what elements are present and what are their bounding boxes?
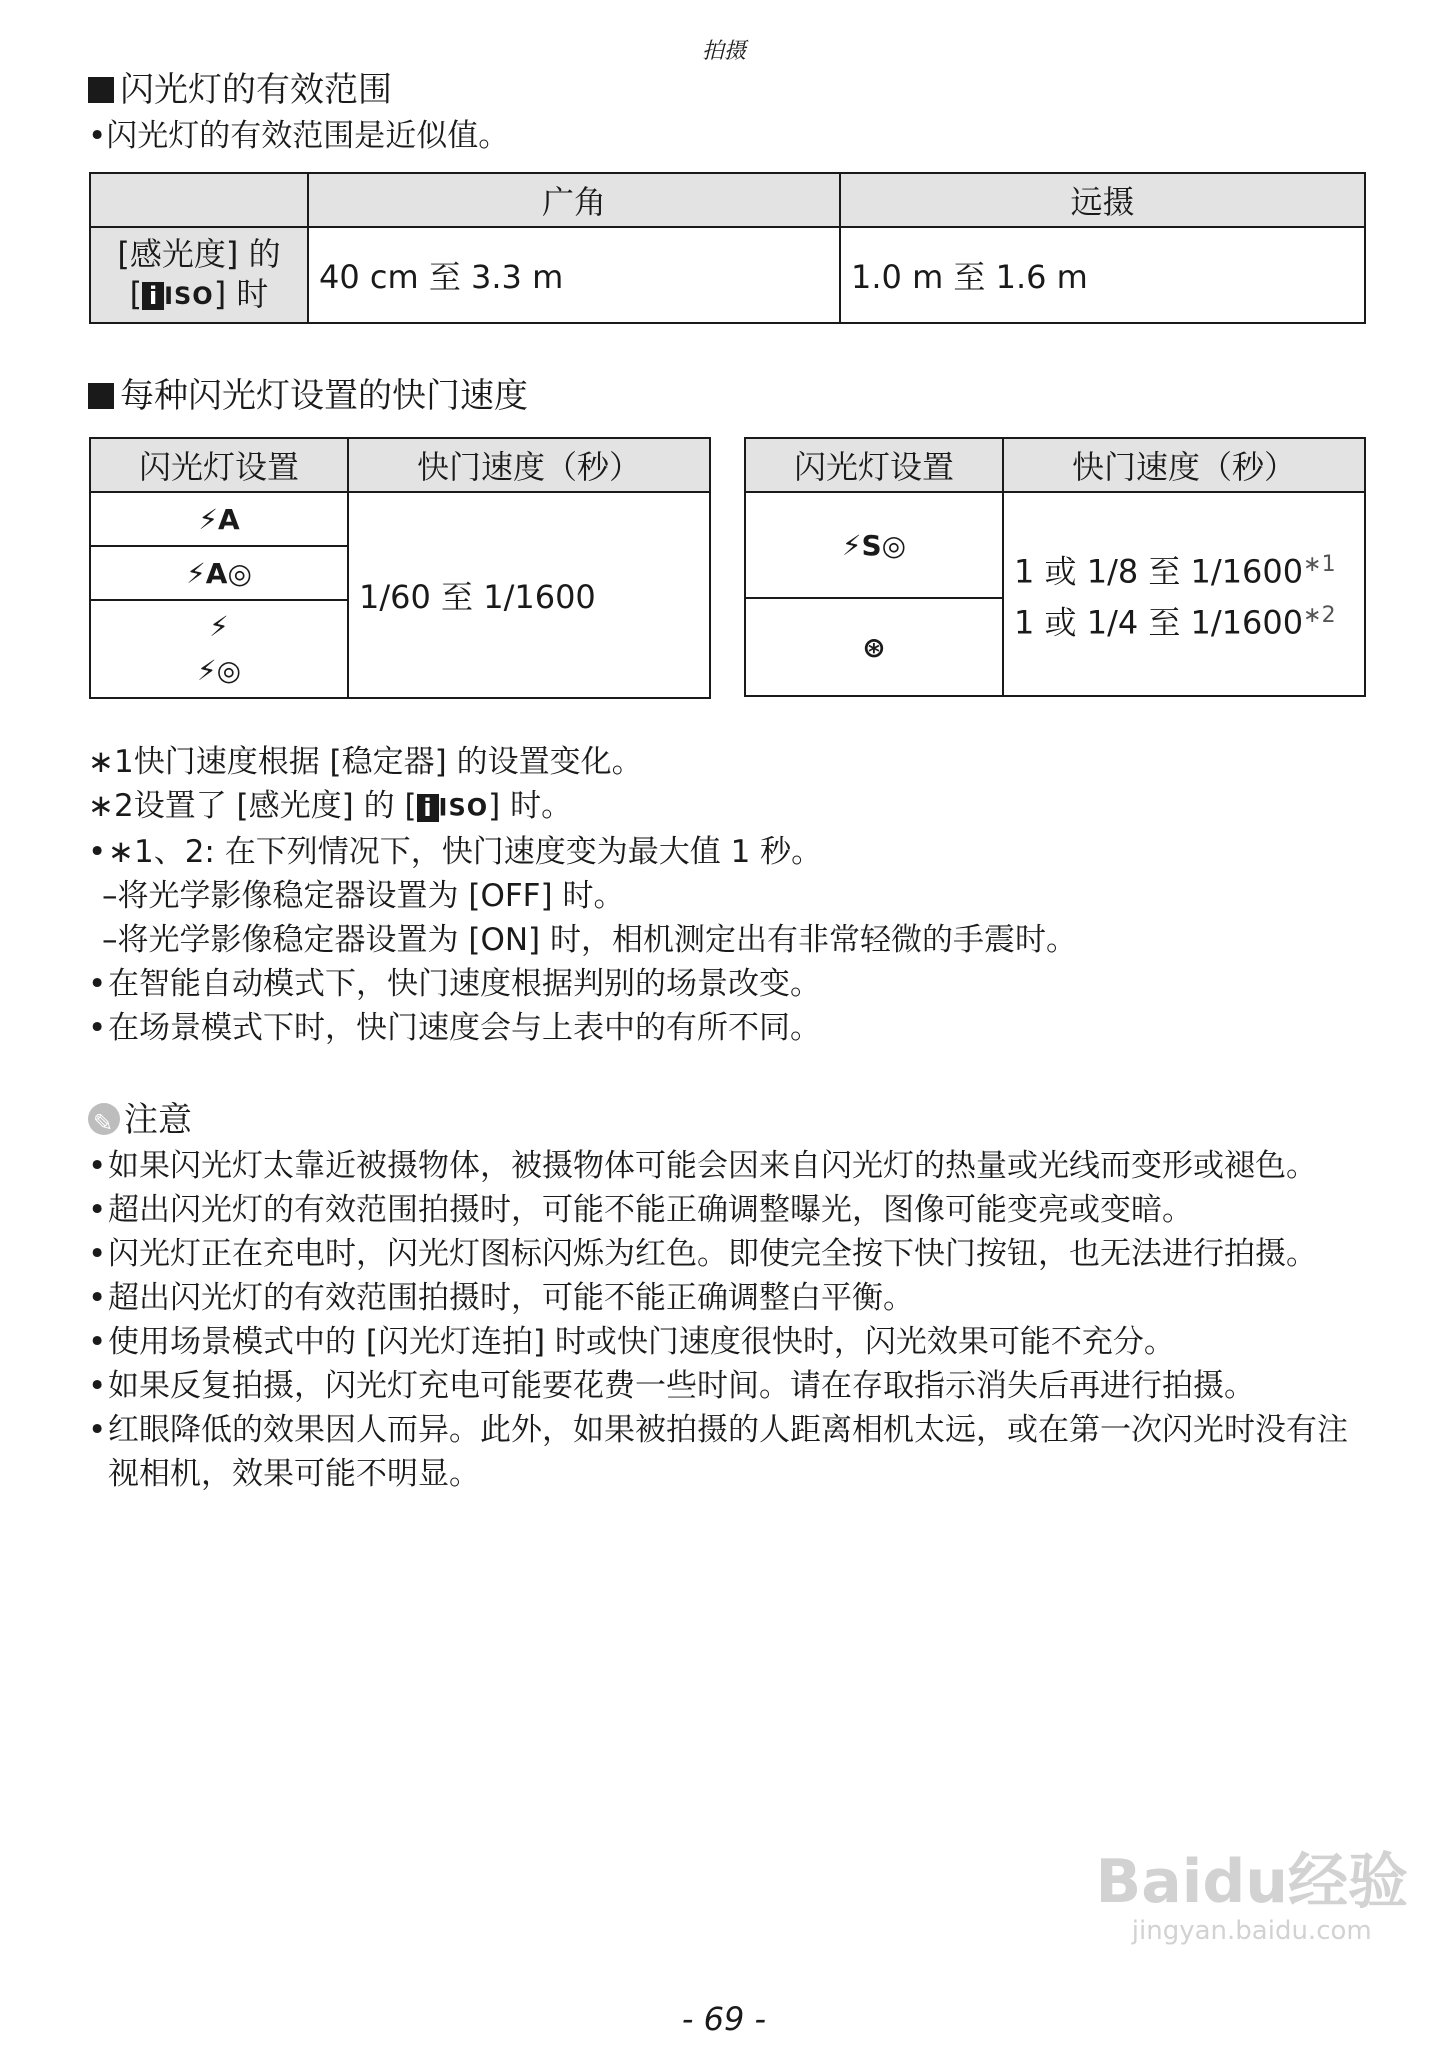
- col-speed-header: 快门速度（秒）: [348, 438, 710, 492]
- section1-title: 闪光灯的有效范围: [88, 68, 392, 112]
- intelligent-iso-icon: i: [417, 794, 439, 822]
- note-item: • 超出闪光灯的有效范围拍摄时，可能不能正确调整白平衡。: [88, 1276, 1368, 1320]
- intelligent-iso-icon: i: [142, 282, 164, 310]
- note-item: • 闪光灯正在充电时，闪光灯图标闪烁为红色。即使完全按下快门按钮，也无法进行拍摄。: [88, 1232, 1368, 1276]
- note-item: • 如果反复拍摄，闪光灯充电可能要花费一些时间。请在存取指示消失后再进行拍摄。: [88, 1364, 1368, 1408]
- shutter-speed-table-left: [89, 437, 711, 699]
- col-tele-header: 远摄: [840, 173, 1365, 227]
- footnotes: [88, 740, 1368, 1050]
- square-bullet-icon: [88, 77, 114, 103]
- flash-auto-icon: ⚡A: [90, 492, 348, 546]
- col-speed-header: 快门速度（秒）: [1003, 438, 1365, 492]
- table-corner: [90, 173, 308, 227]
- row-label-iso: [感光度] 的 [ i ISO] 时: [90, 227, 308, 323]
- footnote-bullet: • 在场景模式下时，快门速度会与上表中的有所不同。: [88, 1006, 1368, 1050]
- flash-slow-sync-redeye-icon: ⚡S◎: [745, 492, 1003, 598]
- notes-list: [88, 1144, 1368, 1496]
- note-item: • 超出闪光灯的有效范围拍摄时，可能不能正确调整曝光，图像可能变亮或变暗。: [88, 1188, 1368, 1232]
- flash-off-icon: ⊛: [745, 598, 1003, 696]
- baidu-watermark: [1095, 1847, 1408, 1948]
- note-item: • 如果闪光灯太靠近被摄物体，被摄物体可能会因来自闪光灯的热量或光线而变形或褪色。: [88, 1144, 1368, 1188]
- flash-forced-on-icon: ⚡: [209, 610, 229, 643]
- footnote-bullet: • ∗1、2: 在下列情况下，快门速度变为最大值 1 秒。: [88, 830, 1368, 874]
- square-bullet-icon: [88, 383, 114, 409]
- section-header: 拍摄: [701, 39, 746, 64]
- pencil-note-icon: [88, 1103, 120, 1135]
- section2-title: 每种闪光灯设置的快门速度: [88, 374, 528, 418]
- col-setting-header: 闪光灯设置: [90, 438, 348, 492]
- col-setting-header: 闪光灯设置: [745, 438, 1003, 492]
- col-wide-header: 广角: [308, 173, 840, 227]
- flash-auto-redeye-icon: ⚡A◎: [90, 546, 348, 600]
- flash-range-table: [89, 172, 1366, 324]
- section1-note: •闪光灯的有效范围是近似值。: [88, 118, 510, 154]
- page-number: - 69 -: [681, 2000, 767, 2038]
- note-item: • 使用场景模式中的 [闪光灯连拍] 时或快门速度很快时，闪光效果可能不充分。: [88, 1320, 1368, 1364]
- footnote-1: ∗1快门速度根据 [稳定器] 的设置变化。: [88, 744, 643, 780]
- right-speed-values: 1 或 1/8 至 $1/1600^{∗1}$ 1 或 1/4 至 $1/1600^{∗2}$: [1003, 492, 1365, 696]
- wide-range-value: 40 cm 至 3.3 m: [308, 227, 840, 323]
- left-speed-value: 1/60 至 1/1600: [348, 492, 710, 698]
- flash-forced-redeye-icon: ⚡◎: [196, 654, 242, 687]
- shutter-speed-table-right: [744, 437, 1366, 697]
- notes-title: ✎注意: [88, 1098, 192, 1142]
- watermark-brand: Baidu经验: [1095, 1847, 1408, 1917]
- footnote-dash-item: –将光学影像稳定器设置为 [ON] 时，相机测定出有非常轻微的手震时。: [102, 921, 1077, 958]
- footnote-2: ∗2设置了 [感光度] 的 [ i ISO] 时。: [88, 788, 573, 824]
- tele-range-value: 1.0 m 至 1.6 m: [840, 227, 1365, 323]
- flash-forced-cell: [90, 600, 348, 698]
- note-item: • 红眼降低的效果因人而异。此外，如果被拍摄的人距离相机太远，或在第一次闪光时没有注视相机，效果可能不明显。: [88, 1408, 1368, 1496]
- watermark-url: jingyan.baidu.com: [1131, 1916, 1372, 1946]
- footnote-dash-item: –将光学影像稳定器设置为 [OFF] 时。: [102, 877, 625, 914]
- footnote-bullet: • 在智能自动模式下，快门速度根据判别的场景改变。: [88, 962, 1368, 1006]
